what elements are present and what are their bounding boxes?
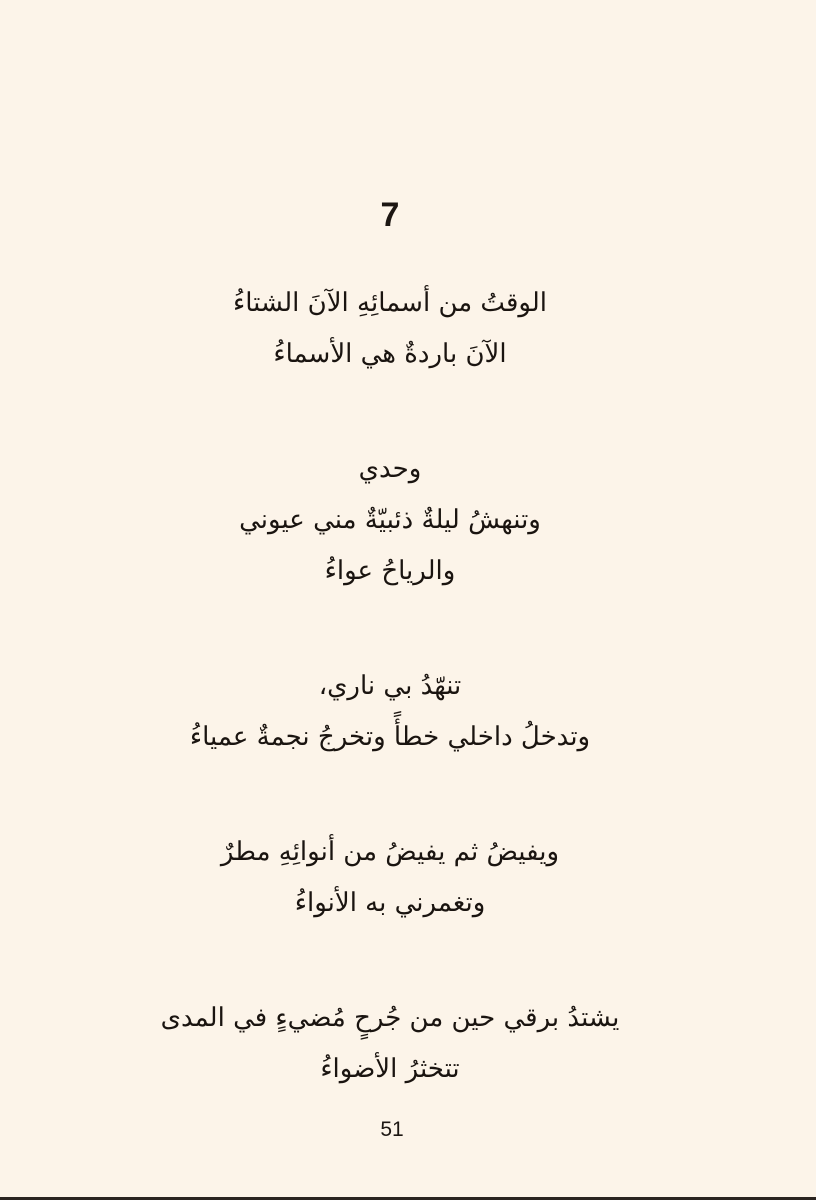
stanza-4 [0, 827, 780, 929]
poem-line: وحدي [358, 454, 422, 484]
poem-line: وتنهشُ ليلةٌ ذئبيّةٌ مني عيوني [239, 505, 541, 535]
stanza-1 [0, 278, 780, 380]
poem-line: تنهّدُ بي ناري، [318, 671, 462, 701]
stanza-3 [0, 661, 780, 763]
page-number: 51 [380, 1118, 404, 1141]
poem-line: ويفيضُ ثم يفيضُ من أنوائِهِ مطرٌ [220, 837, 560, 867]
poem-line: يشتدُ برقي حين من جُرحٍ مُضيءٍ في المدى [160, 1003, 620, 1033]
poem-line: الآنَ باردةٌ هي الأسماءُ [273, 339, 507, 369]
chapter-number: 7 [380, 196, 400, 234]
poem-line: وتدخلُ داخلي خطأً وتخرجُ نجمةٌ عمياءُ [189, 722, 591, 752]
poem-line: الوقتُ من أسمائِهِ الآنَ الشتاءُ [233, 288, 547, 318]
stanza-5 [0, 993, 780, 1095]
poem-line: والرياحُ عواءُ [324, 556, 456, 586]
poem-body [0, 278, 780, 1159]
stanza-2 [0, 444, 780, 597]
poem-line: وتغمرني به الأنواءُ [294, 888, 486, 918]
poem-line: تتخثرُ الأضواءُ [320, 1054, 460, 1084]
